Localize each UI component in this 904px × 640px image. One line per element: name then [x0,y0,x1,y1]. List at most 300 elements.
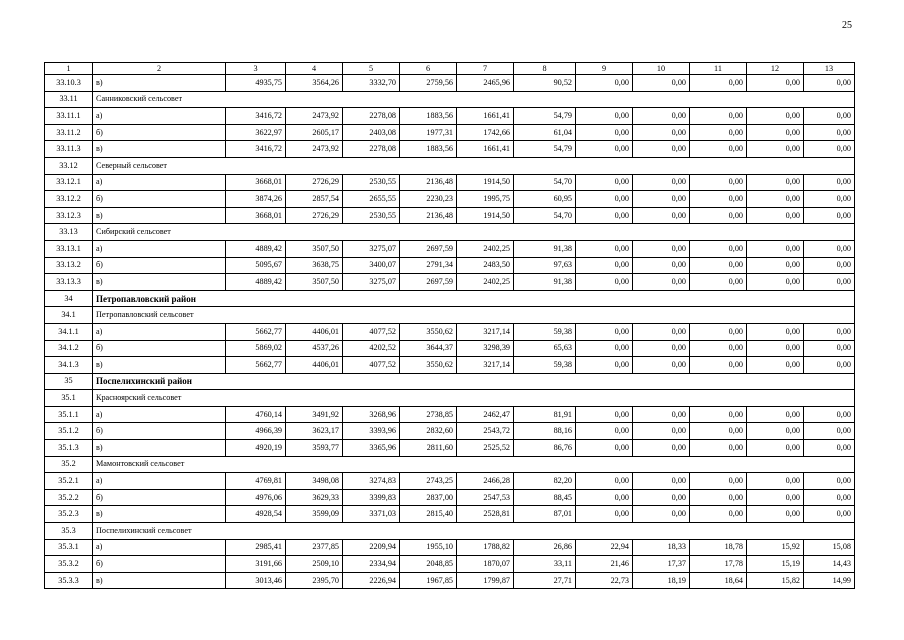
value-cell: 0,00 [804,108,855,125]
value-cell: 4976,06 [226,489,286,506]
value-cell: 2462,47 [457,406,514,423]
column-number-7: 7 [457,63,514,75]
row-code: 33.12.2 [45,191,93,208]
value-cell: 4928,54 [226,506,286,523]
value-cell: 88,16 [514,423,576,440]
table-row [45,141,855,158]
row-code: 33.13.3 [45,274,93,291]
row-subitem: б) [93,124,226,141]
value-cell: 0,00 [690,423,747,440]
row-subitem: в) [93,141,226,158]
value-cell: 2985,41 [226,539,286,556]
row-code: 33.12.3 [45,207,93,224]
table-row [45,440,855,457]
value-cell: 0,00 [576,240,633,257]
value-cell: 15,92 [747,539,804,556]
value-cell: 0,00 [690,357,747,374]
value-cell: 0,00 [747,274,804,291]
value-cell: 0,00 [804,473,855,490]
value-cell: 3217,14 [457,323,514,340]
value-cell: 0,00 [747,124,804,141]
value-cell: 3668,01 [226,174,286,191]
value-cell: 0,00 [690,257,747,274]
row-subitem: а) [93,240,226,257]
value-cell: 2530,55 [343,174,400,191]
value-cell: 4966,39 [226,423,286,440]
value-cell: 2738,85 [400,406,457,423]
value-cell: 0,00 [804,174,855,191]
value-cell: 0,00 [576,423,633,440]
value-cell: 0,00 [633,440,690,457]
row-code: 33.13.1 [45,240,93,257]
row-subitem: б) [93,423,226,440]
row-code: 35.3 [45,523,93,540]
settlement-name: Северный сельсовет [93,157,855,174]
table-row [45,108,855,125]
value-cell: 3268,96 [343,406,400,423]
value-cell: 2811,60 [400,440,457,457]
table-row [45,124,855,141]
row-code: 33.13.2 [45,257,93,274]
value-cell: 0,00 [576,124,633,141]
row-subitem: б) [93,191,226,208]
value-cell: 86,76 [514,440,576,457]
settlement-name: Мамонтовский сельсовет [93,456,855,473]
value-cell: 2528,81 [457,506,514,523]
district-name: Поспелихинский район [93,373,855,390]
value-cell: 4769,81 [226,473,286,490]
value-cell: 0,00 [804,124,855,141]
value-cell: 1955,10 [400,539,457,556]
value-cell: 2395,70 [286,572,343,589]
settlement-row [45,390,855,407]
table-row [45,207,855,224]
row-subitem: в) [93,207,226,224]
value-cell: 2837,00 [400,489,457,506]
value-cell: 0,00 [690,207,747,224]
row-code: 33.12.1 [45,174,93,191]
row-code: 35.1.3 [45,440,93,457]
row-subitem: в) [93,440,226,457]
value-cell: 0,00 [747,240,804,257]
value-cell: 18,78 [690,539,747,556]
value-cell: 3550,62 [400,357,457,374]
row-code: 33.11.2 [45,124,93,141]
table-row [45,274,855,291]
value-cell: 4406,01 [286,323,343,340]
value-cell: 5662,77 [226,323,286,340]
value-cell: 59,38 [514,357,576,374]
value-cell: 33,11 [514,556,576,573]
value-cell: 0,00 [747,423,804,440]
column-number-3: 3 [226,63,286,75]
value-cell: 0,00 [747,440,804,457]
value-cell: 3668,01 [226,207,286,224]
row-subitem: б) [93,489,226,506]
value-cell: 4920,19 [226,440,286,457]
value-cell: 3275,07 [343,240,400,257]
value-cell: 3275,07 [343,274,400,291]
row-code: 35.1 [45,390,93,407]
value-cell: 17,78 [690,556,747,573]
value-cell: 1967,85 [400,572,457,589]
row-code: 35.1.1 [45,406,93,423]
value-cell: 3416,72 [226,108,286,125]
value-cell: 0,00 [747,257,804,274]
value-cell: 0,00 [633,124,690,141]
settlement-name: Петропавловский сельсовет [93,307,855,324]
row-code: 35.2.3 [45,506,93,523]
row-subitem: а) [93,539,226,556]
value-cell: 0,00 [804,423,855,440]
value-cell: 0,00 [690,108,747,125]
value-cell: 88,45 [514,489,576,506]
value-cell: 2278,08 [343,108,400,125]
settlement-row [45,91,855,108]
row-code: 35.1.2 [45,423,93,440]
value-cell: 0,00 [804,75,855,92]
value-cell: 2466,28 [457,473,514,490]
value-cell: 0,00 [747,406,804,423]
table-row [45,257,855,274]
value-cell: 2525,52 [457,440,514,457]
row-code: 35.2.2 [45,489,93,506]
value-cell: 65,63 [514,340,576,357]
value-cell: 1977,31 [400,124,457,141]
value-cell: 0,00 [804,489,855,506]
value-cell: 3629,33 [286,489,343,506]
value-cell: 3550,62 [400,323,457,340]
table-row [45,75,855,92]
value-cell: 2832,60 [400,423,457,440]
value-cell: 2278,08 [343,141,400,158]
value-cell: 3416,72 [226,141,286,158]
value-cell: 0,00 [804,274,855,291]
value-cell: 2857,54 [286,191,343,208]
value-cell: 0,00 [690,340,747,357]
value-cell: 2136,48 [400,174,457,191]
value-cell: 2334,94 [343,556,400,573]
value-cell: 0,00 [804,506,855,523]
settlement-row [45,224,855,241]
value-cell: 97,63 [514,257,576,274]
settlement-row [45,456,855,473]
row-code: 34.1 [45,307,93,324]
value-cell: 5662,77 [226,357,286,374]
value-cell: 0,00 [690,323,747,340]
value-cell: 3623,17 [286,423,343,440]
value-cell: 2048,85 [400,556,457,573]
value-cell: 2402,25 [457,274,514,291]
value-cell: 0,00 [690,473,747,490]
table-row [45,556,855,573]
value-cell: 14,43 [804,556,855,573]
table-row [45,489,855,506]
value-cell: 2209,94 [343,539,400,556]
row-subitem: а) [93,323,226,340]
value-cell: 4760,14 [226,406,286,423]
value-cell: 0,00 [576,75,633,92]
table-row [45,572,855,589]
row-code: 33.11.3 [45,141,93,158]
value-cell: 2726,29 [286,174,343,191]
value-cell: 2547,53 [457,489,514,506]
value-cell: 0,00 [633,191,690,208]
value-cell: 54,70 [514,174,576,191]
column-number-1: 1 [45,63,93,75]
value-cell: 3393,96 [343,423,400,440]
value-cell: 0,00 [633,141,690,158]
column-number-header-row [45,63,855,75]
row-code: 34.1.3 [45,357,93,374]
row-subitem: б) [93,556,226,573]
value-cell: 0,00 [690,75,747,92]
value-cell: 0,00 [576,174,633,191]
value-cell: 0,00 [633,506,690,523]
value-cell: 91,38 [514,274,576,291]
value-cell: 0,00 [576,489,633,506]
row-subitem: а) [93,108,226,125]
value-cell: 0,00 [576,274,633,291]
row-code: 35.3.2 [45,556,93,573]
value-cell: 3507,50 [286,240,343,257]
value-cell: 0,00 [690,240,747,257]
row-code: 33.12 [45,157,93,174]
value-cell: 1995,75 [457,191,514,208]
table-row [45,506,855,523]
value-cell: 0,00 [804,406,855,423]
value-cell: 1661,41 [457,141,514,158]
value-cell: 26,86 [514,539,576,556]
value-cell: 0,00 [633,207,690,224]
value-cell: 0,00 [690,489,747,506]
value-cell: 2726,29 [286,207,343,224]
value-cell: 0,00 [633,340,690,357]
value-cell: 3332,70 [343,75,400,92]
row-code: 35 [45,373,93,390]
value-cell: 0,00 [747,489,804,506]
value-cell: 2377,85 [286,539,343,556]
row-subitem: а) [93,473,226,490]
value-cell: 2530,55 [343,207,400,224]
value-cell: 0,00 [576,506,633,523]
table-row [45,423,855,440]
value-cell: 0,00 [747,207,804,224]
row-code: 33.11.1 [45,108,93,125]
value-cell: 22,94 [576,539,633,556]
value-cell: 18,19 [633,572,690,589]
value-cell: 0,00 [804,440,855,457]
value-cell: 0,00 [576,406,633,423]
value-cell: 59,38 [514,323,576,340]
value-cell: 22,73 [576,572,633,589]
value-cell: 3217,14 [457,357,514,374]
value-cell: 4537,26 [286,340,343,357]
value-cell: 2509,10 [286,556,343,573]
column-number-13: 13 [804,63,855,75]
value-cell: 0,00 [747,357,804,374]
value-cell: 0,00 [633,274,690,291]
value-cell: 1883,56 [400,108,457,125]
value-cell: 0,00 [690,406,747,423]
value-cell: 82,20 [514,473,576,490]
value-cell: 3622,97 [226,124,286,141]
value-cell: 0,00 [804,340,855,357]
value-cell: 2743,25 [400,473,457,490]
settlement-name: Красноярский сельсовет [93,390,855,407]
row-subitem: а) [93,174,226,191]
value-cell: 2543,72 [457,423,514,440]
value-cell: 0,00 [633,357,690,374]
value-cell: 0,00 [804,240,855,257]
settlement-row [45,523,855,540]
value-cell: 3638,75 [286,257,343,274]
value-cell: 0,00 [747,506,804,523]
row-subitem: а) [93,406,226,423]
value-cell: 3498,08 [286,473,343,490]
page-number: 25 [842,20,852,31]
value-cell: 27,71 [514,572,576,589]
row-code: 33.10.3 [45,75,93,92]
column-number-9: 9 [576,63,633,75]
value-cell: 3491,92 [286,406,343,423]
value-cell: 0,00 [747,191,804,208]
value-cell: 0,00 [690,191,747,208]
value-cell: 90,52 [514,75,576,92]
district-name: Петропавловский район [93,290,855,307]
value-cell: 1883,56 [400,141,457,158]
value-cell: 4889,42 [226,274,286,291]
value-cell: 3599,09 [286,506,343,523]
value-cell: 0,00 [747,323,804,340]
value-cell: 87,01 [514,506,576,523]
value-cell: 3593,77 [286,440,343,457]
value-cell: 1914,50 [457,207,514,224]
value-cell: 21,46 [576,556,633,573]
value-cell: 0,00 [690,506,747,523]
value-cell: 2605,17 [286,124,343,141]
value-cell: 3371,03 [343,506,400,523]
settlement-name: Сибирский сельсовет [93,224,855,241]
row-code: 33.13 [45,224,93,241]
value-cell: 0,00 [633,240,690,257]
row-code: 34 [45,290,93,307]
value-cell: 0,00 [804,207,855,224]
value-cell: 0,00 [804,141,855,158]
value-cell: 3365,96 [343,440,400,457]
table-row [45,406,855,423]
value-cell: 1870,07 [457,556,514,573]
value-cell: 0,00 [690,174,747,191]
value-cell: 0,00 [804,357,855,374]
district-row [45,373,855,390]
row-subitem: в) [93,572,226,589]
value-cell: 0,00 [576,108,633,125]
table-row [45,240,855,257]
value-cell: 0,00 [633,323,690,340]
column-number-2: 2 [93,63,226,75]
tariff-table [44,62,855,589]
settlement-name: Поспелихинский сельсовет [93,523,855,540]
value-cell: 17,37 [633,556,690,573]
district-row [45,290,855,307]
value-cell: 0,00 [576,141,633,158]
value-cell: 0,00 [633,108,690,125]
value-cell: 4202,52 [343,340,400,357]
value-cell: 0,00 [747,108,804,125]
table-row [45,357,855,374]
value-cell: 1661,41 [457,108,514,125]
table-row [45,539,855,556]
value-cell: 3013,46 [226,572,286,589]
value-cell: 0,00 [633,489,690,506]
value-cell: 0,00 [633,423,690,440]
table-row [45,174,855,191]
value-cell: 0,00 [747,473,804,490]
row-subitem: б) [93,257,226,274]
value-cell: 2791,34 [400,257,457,274]
value-cell: 4935,75 [226,75,286,92]
value-cell: 18,64 [690,572,747,589]
value-cell: 3874,26 [226,191,286,208]
value-cell: 15,19 [747,556,804,573]
value-cell: 18,33 [633,539,690,556]
value-cell: 0,00 [804,323,855,340]
value-cell: 2403,08 [343,124,400,141]
value-cell: 0,00 [747,75,804,92]
value-cell: 2815,40 [400,506,457,523]
value-cell: 0,00 [576,323,633,340]
value-cell: 1799,87 [457,572,514,589]
settlement-row [45,307,855,324]
value-cell: 3644,37 [400,340,457,357]
value-cell: 0,00 [690,440,747,457]
settlement-name: Санниковский сельсовет [93,91,855,108]
value-cell: 1742,66 [457,124,514,141]
value-cell: 2473,92 [286,141,343,158]
table-row [45,323,855,340]
value-cell: 3298,39 [457,340,514,357]
value-cell: 0,00 [804,257,855,274]
value-cell: 60,95 [514,191,576,208]
value-cell: 3507,50 [286,274,343,291]
settlement-row [45,157,855,174]
value-cell: 15,08 [804,539,855,556]
row-subitem: в) [93,274,226,291]
column-number-5: 5 [343,63,400,75]
column-number-10: 10 [633,63,690,75]
value-cell: 0,00 [804,191,855,208]
value-cell: 0,00 [576,473,633,490]
value-cell: 0,00 [576,340,633,357]
value-cell: 0,00 [747,141,804,158]
value-cell: 2402,25 [457,240,514,257]
row-code: 35.2.1 [45,473,93,490]
value-cell: 2230,23 [400,191,457,208]
row-subitem: б) [93,340,226,357]
value-cell: 1914,50 [457,174,514,191]
value-cell: 2483,50 [457,257,514,274]
value-cell: 0,00 [747,340,804,357]
value-cell: 91,38 [514,240,576,257]
row-code: 35.3.1 [45,539,93,556]
value-cell: 61,04 [514,124,576,141]
value-cell: 0,00 [633,406,690,423]
value-cell: 2697,59 [400,240,457,257]
value-cell: 81,91 [514,406,576,423]
value-cell: 2226,94 [343,572,400,589]
column-number-8: 8 [514,63,576,75]
